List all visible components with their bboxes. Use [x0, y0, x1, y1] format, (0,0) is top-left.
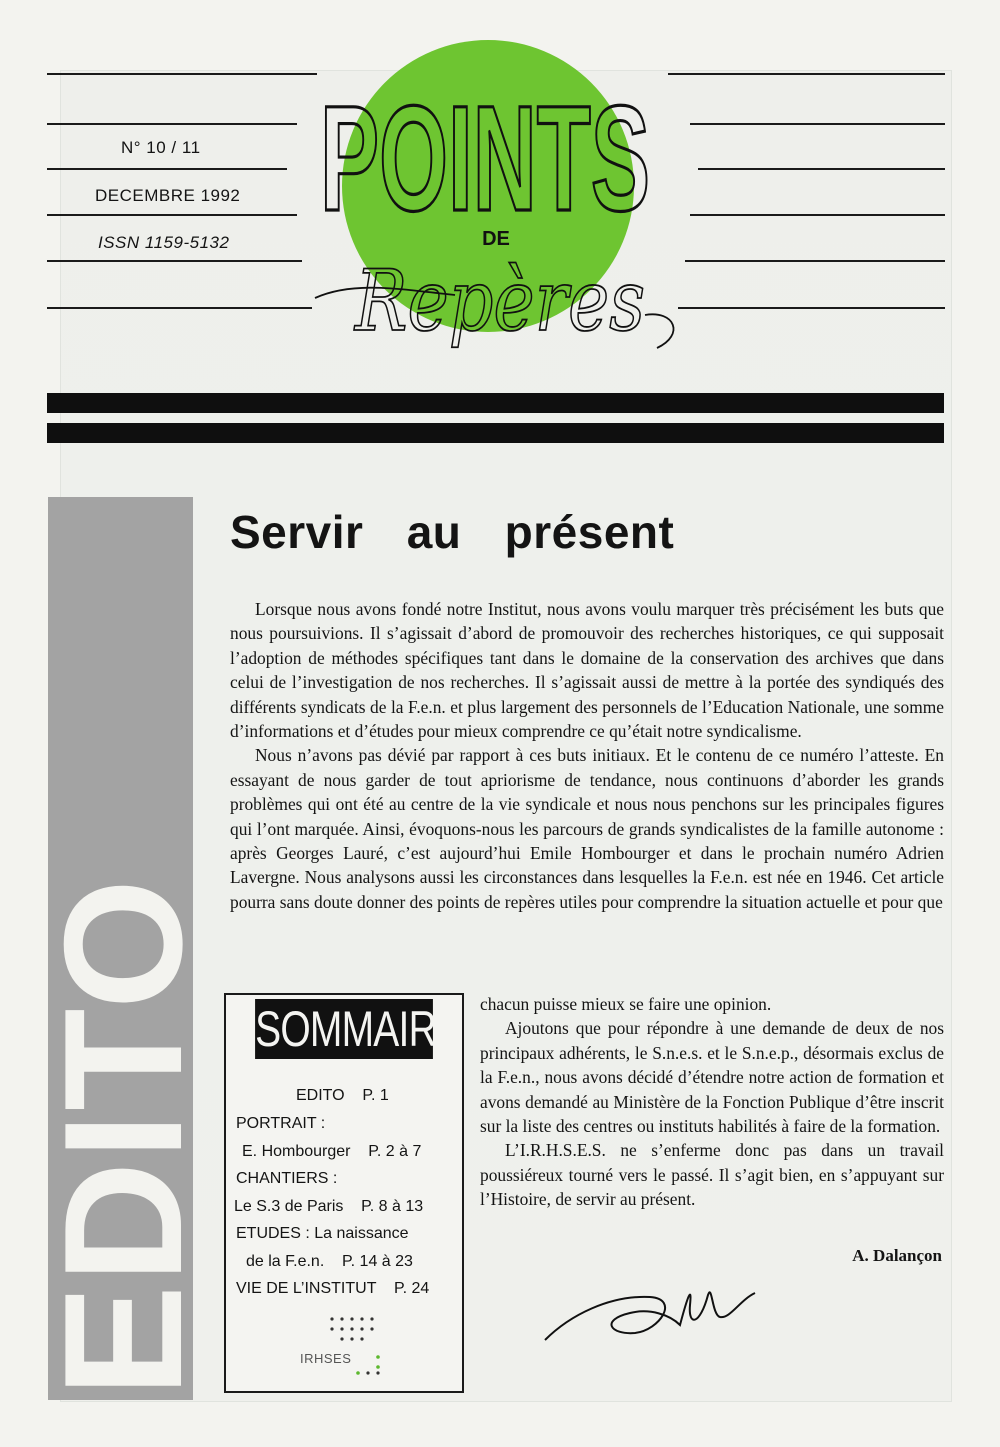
logo-word-de: DE [482, 228, 510, 250]
black-bar-top [47, 393, 944, 413]
paragraph: Nous n’avons pas dévié par rapport à ces buts initiaux. Et le contenu de ce numéro l’atteste. En essayant de nous garder de tout apriorisme de tendance, nous continuons d’aborder les grands problèmes qui ont été au centre de la vie syndicale et nous nous penchons sur les principales figures qui l’ont marquée. Ainsi, évoquons-nous les parcours de grands syndicalistes de la famille autonome : après Georges Lauré, c’est aujourd’hui Emile Hombourger et dans le prochain numéro Adrien Lavergne. Nous analysons aussi les circonstances dans lesquelles la F.e.n. est née en 1946. Cet article pourra sans doute donner des points de repères utiles pour comprendre la situation actuelle et pour que [230, 745, 944, 912]
rule [690, 123, 945, 125]
sommaire-line: EDITO P. 1 [296, 1087, 389, 1104]
article-body-right [480, 992, 944, 1212]
sommaire-line: Le S.3 de Paris P. 8 à 13 [234, 1198, 424, 1215]
sommaire-line: VIE DE L’INSTITUT P. 24 [236, 1280, 430, 1297]
rule [690, 214, 945, 216]
author-name: A. Dalançon [852, 1246, 942, 1265]
logo-word-points: POINTS [320, 74, 650, 242]
sommaire-line: E. Hombourger P. 2 à 7 [242, 1143, 422, 1160]
rule [685, 260, 945, 262]
rule [47, 73, 317, 75]
sommaire-line: de la F.e.n. P. 14 à 23 [246, 1253, 413, 1270]
author-signature [540, 1275, 770, 1355]
irhses-logo-text: IRHSES [300, 1351, 352, 1366]
black-bar-bottom [47, 423, 944, 443]
paragraph-continuation: chacun puisse mieux se faire une opinion. [480, 994, 772, 1014]
rule [47, 214, 297, 216]
edito-label: EDITO [29, 876, 217, 1397]
article-title: Servir au présent [230, 506, 675, 558]
rule [47, 123, 297, 125]
rule [668, 73, 945, 75]
issn: ISSN 1159-5132 [98, 233, 230, 252]
sommaire-heading: SOMMAIRE [255, 1001, 462, 1057]
rule [47, 307, 312, 309]
rule [678, 307, 945, 309]
logo-word-reperes: Repères [353, 252, 645, 350]
sommaire-line: ETUDES : La naissance [236, 1225, 409, 1242]
paragraph: Ajoutons que pour répondre à une demande de deux de nos principaux adhérents, le S.n.e.s. et le S.n.e.p., désormais exclus de la F.e.n., nous avons décidé d’étendre notre action de formation et avons demandé au Ministère de la Fonction Publique d’être inscrit sur la liste des centres ou instituts habilités à faire de la formation. [480, 1018, 944, 1137]
paragraph: L’I.R.H.S.E.S. ne s’enferme donc pas dans un travail poussiéreux tourné vers le passé. Il s’agit bien, en s’appuyant sur l’Histoire, de servir au présent. [480, 1140, 944, 1210]
issue-number: N° 10 / 11 [121, 138, 201, 157]
rule [698, 168, 945, 170]
sommaire-line: PORTRAIT : [236, 1115, 326, 1132]
rule [47, 168, 287, 170]
sommaire-line: CHANTIERS : [236, 1170, 338, 1187]
rule [47, 260, 302, 262]
paragraph: Lorsque nous avons fondé notre Institut, nous avons voulu marquer très précisément les buts que nous poursuivions. Il s’agissait d’abord de promouvoir des recherches historiques, ce qui supposait l’adoption de méthodes spécifiques tant dans le domaine de la conservation des archives que dans celui de l’investigation de nos recherches. Il s’agissait aussi de mettre à la portée des syndiqués des différents syndicats de la F.e.n. et plus largement des personnels de l’Education Nationale, une somme d’informations et d’études pour mieux comprendre ce qu’était notre syndicalisme. [230, 599, 944, 742]
irhses-dots-icon [328, 1315, 388, 1375]
points-de-reperes-logo [295, 40, 695, 370]
issue-date: DECEMBRE 1992 [95, 186, 241, 205]
sommaire-box [224, 993, 464, 1393]
article-body-top [230, 597, 944, 914]
